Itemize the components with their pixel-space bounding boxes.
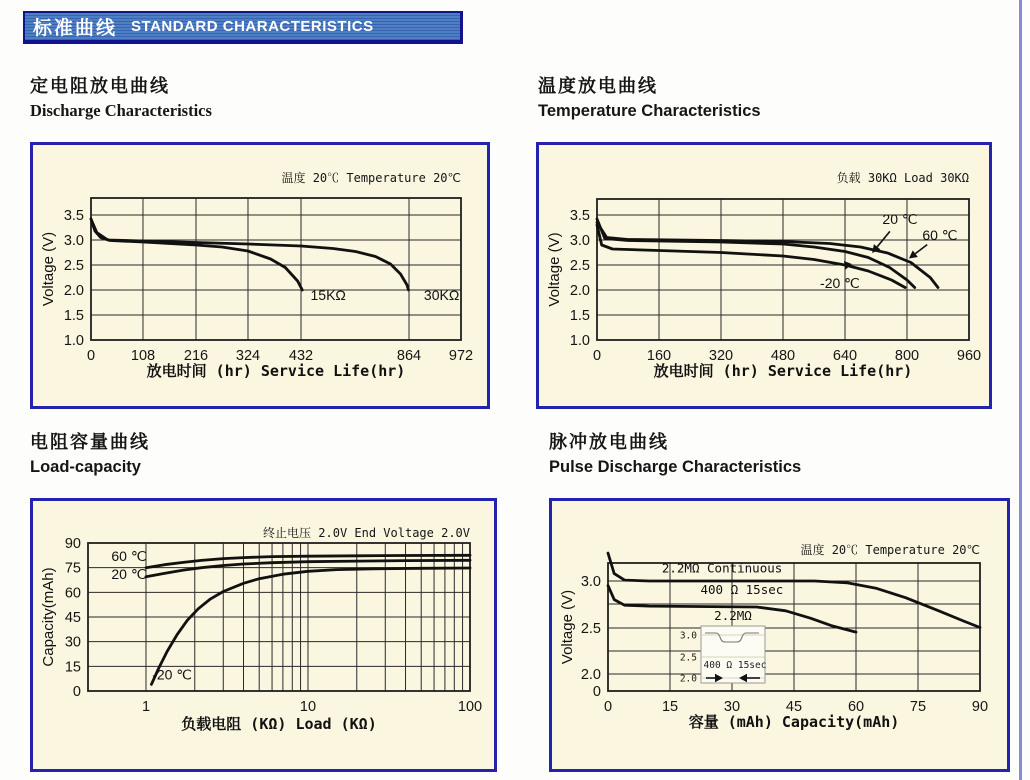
x-tick-label: 480 — [770, 348, 796, 364]
x-tick-label: 640 — [832, 348, 858, 364]
x-axis-title: 放电时间 (hr) Service Life(hr) — [146, 362, 406, 380]
pulse-waveform-inset — [680, 608, 767, 685]
y-tick-label: 60 — [64, 585, 81, 602]
curve-30k- — [91, 219, 409, 290]
section-header-load-capacity — [30, 428, 150, 477]
x-tick-label: 0 — [86, 348, 96, 364]
chart-pulse — [552, 501, 1007, 769]
x-tick-label: 75 — [909, 699, 927, 715]
y-tick-label: 0 — [72, 684, 81, 700]
y-tick-label: 2.5 — [580, 620, 601, 637]
x-tick-label: 432 — [288, 348, 314, 364]
x-tick-label: 90 — [971, 699, 989, 715]
curve-15k- — [91, 219, 302, 290]
curve-callout-label: 20 ℃ — [882, 211, 918, 228]
condition-annotation: 温度 20℃ Temperature 20℃ — [281, 171, 461, 185]
section-title-en: Temperature Characteristics — [538, 102, 761, 120]
y-tick-label: 3.0 — [63, 233, 84, 250]
y-axis-title: Voltage (V) — [40, 231, 57, 307]
condition-annotation: 负载 30KΩ Load 30KΩ — [836, 171, 969, 185]
y-tick-label: 1.0 — [63, 333, 84, 349]
section-header-pulse — [549, 428, 801, 477]
callout-arrow-head — [909, 250, 918, 258]
y-axis-title: Voltage (V) — [559, 589, 576, 665]
banner-title-en: STANDARD CHARACTERISTICS — [131, 18, 374, 35]
y-tick-label: 3.0 — [580, 573, 601, 590]
inset-y-label: 2.5 — [679, 652, 697, 664]
x-tick-label: 108 — [130, 348, 156, 364]
section-title-zh: 脉冲放电曲线 — [549, 432, 669, 452]
inset-box — [701, 626, 765, 683]
curve-callout-label: -20 ℃ — [820, 275, 860, 292]
x-tick-label: 1 — [141, 699, 151, 715]
series-curves — [597, 219, 938, 288]
condition-annotation: 温度 20℃ Temperature 20℃ — [800, 543, 980, 557]
curve-label: 400 Ω 15sec — [700, 582, 784, 598]
section-title-zh: 定电阻放电曲线 — [30, 76, 170, 96]
section-header-discharge — [30, 72, 212, 121]
x-tick-label: 10 — [299, 699, 317, 715]
curve--20- — [151, 568, 470, 684]
x-tick-label: 972 — [448, 348, 474, 364]
curve-label: 2.2MΩ Continuous — [661, 560, 783, 576]
curve-label: -20 ℃ — [152, 666, 193, 683]
load-capacity-chart-panel — [30, 498, 497, 772]
banner-title-zh: 标准曲线 — [33, 18, 118, 39]
curve-label: 20 ℃ — [111, 566, 147, 583]
inset-y-label: 3.0 — [679, 630, 697, 642]
y-tick-label: 30 — [64, 634, 81, 651]
callout-arrow — [877, 231, 890, 246]
y-tick-label: 75 — [64, 560, 81, 577]
curve-callout-label: 60 ℃ — [922, 227, 958, 244]
y-axis-title: Voltage (V) — [546, 232, 563, 307]
section-title-zh: 温度放电曲线 — [538, 76, 658, 96]
chart-discharge — [33, 145, 487, 406]
y-tick-label: 90 — [64, 536, 81, 552]
x-tick-label: 45 — [785, 699, 803, 715]
x-tick-label: 320 — [708, 348, 734, 364]
scan-edge-artifact — [1019, 0, 1022, 780]
chart-temperature — [539, 145, 989, 406]
series-curves — [91, 219, 409, 290]
x-tick-label: 160 — [646, 348, 672, 364]
grid — [580, 560, 989, 715]
y-tick-label: 45 — [64, 610, 81, 626]
curve-label: 15KΩ — [310, 286, 346, 303]
x-tick-label: 864 — [396, 348, 422, 364]
section-title-en: Pulse Discharge Characteristics — [549, 458, 802, 476]
curve-label: 30KΩ — [423, 286, 460, 303]
y-tick-label: 2.0 — [569, 283, 590, 300]
discharge-chart-panel — [30, 142, 490, 409]
y-tick-label: 2.5 — [63, 257, 84, 274]
x-tick-label: 30 — [723, 699, 741, 715]
x-tick-label: 324 — [235, 348, 261, 364]
y-tick-label: 15 — [64, 659, 81, 676]
inset-y-label: 2.0 — [679, 673, 697, 685]
callout-arrow — [915, 245, 927, 254]
y-tick-label: 1.5 — [63, 307, 84, 324]
x-axis-title: 容量 (mAh) Capacity(mAh) — [688, 713, 900, 731]
y-tick-label: 2.0 — [63, 283, 84, 300]
section-header-temperature — [538, 72, 761, 121]
x-tick-label: 0 — [603, 699, 613, 715]
section-title-en: Discharge Characteristics — [30, 101, 212, 120]
x-tick-label: 960 — [956, 348, 982, 364]
x-tick-label: 60 — [847, 699, 865, 715]
y-tick-label: 2.5 — [569, 258, 590, 275]
y-tick-label: 3.5 — [63, 207, 84, 224]
y-tick-label: 0 — [592, 684, 601, 700]
y-tick-label: 3.5 — [569, 208, 590, 225]
standard-characteristics-banner — [23, 11, 463, 44]
condition-annotation: 终止电压 2.0V End Voltage 2.0V — [263, 526, 470, 540]
inset-title: 2.2MΩ — [714, 608, 752, 623]
inset-body-label: 400 Ω 15sec — [703, 660, 767, 671]
curve-label: 60 ℃ — [111, 548, 147, 565]
x-axis-title: 负载电阻 (KΩ) Load (KΩ) — [181, 715, 377, 733]
temperature-chart-panel — [536, 142, 992, 409]
x-tick-label: 216 — [183, 348, 209, 364]
x-tick-label: 800 — [894, 348, 920, 364]
section-title-zh: 电阻容量曲线 — [30, 432, 150, 452]
y-tick-label: 1.5 — [569, 308, 590, 325]
y-tick-label: 1.0 — [569, 333, 590, 349]
y-tick-label: 2.0 — [580, 667, 601, 684]
plot-border — [91, 198, 461, 340]
x-tick-label: 100 — [457, 699, 483, 715]
y-tick-label: 3.0 — [569, 233, 590, 250]
x-tick-label: 15 — [661, 699, 679, 715]
x-axis-title: 放电时间 (hr) Service Life(hr) — [653, 362, 913, 380]
x-tick-label: 0 — [592, 348, 602, 364]
y-axis-title: Capacity(mAh) — [40, 567, 57, 667]
chart-load-capacity — [33, 501, 494, 769]
section-title-en: Load-capacity — [30, 458, 141, 476]
pulse-chart-panel — [549, 498, 1010, 772]
